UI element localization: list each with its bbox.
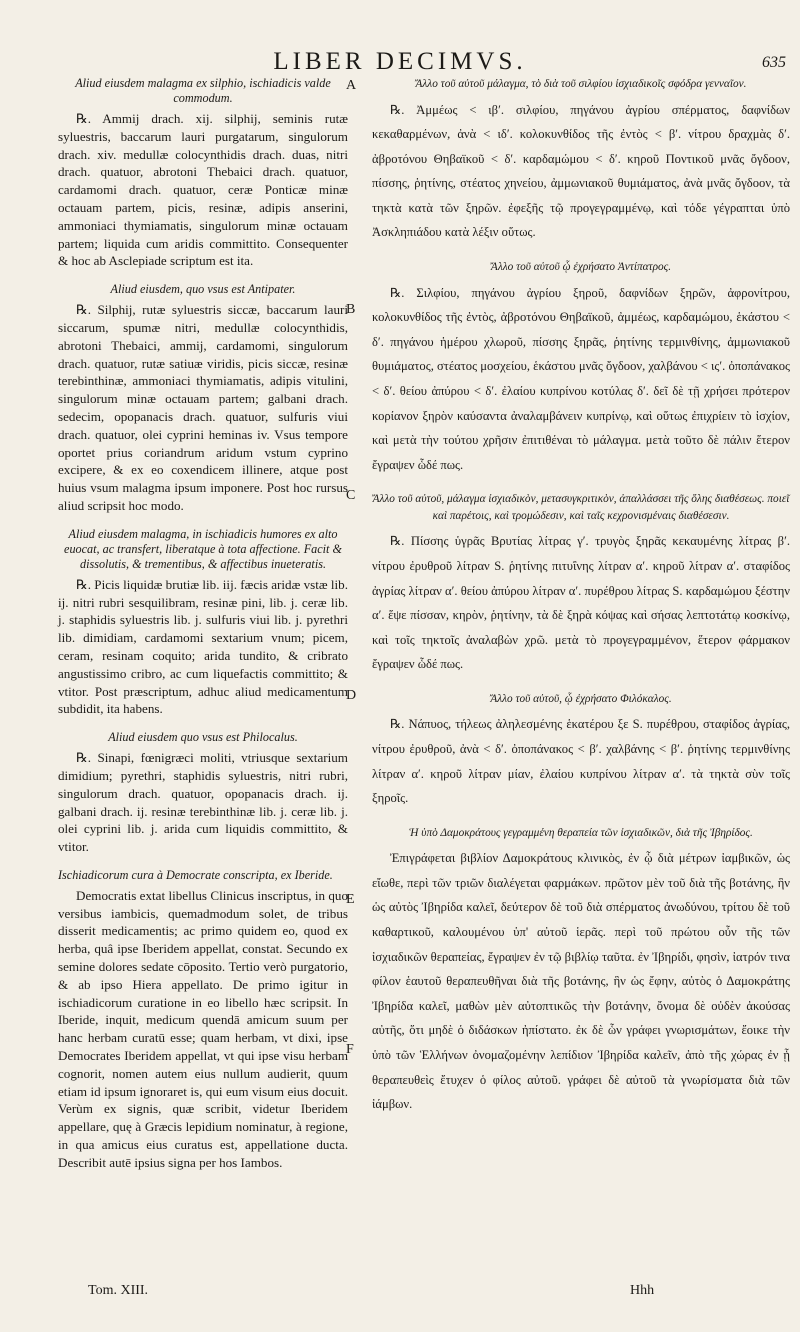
greek-heading-3: Ἄλλο τοῦ αὐτοῦ, μάλαγμα ἰσχιαδικὸν, μετασυγκριτικὸν, ἀπαλλάσσει τῆς ὅλης διαθέσεως. ποιεῖ καὶ παρέτοις, καὶ τρομώδεσιν, καὶ ταῖς κεχρονισμέναις διαθέσεσιν. [372, 493, 790, 522]
margin-letter-d: D [346, 688, 357, 703]
gathering-signature: Hhh [630, 1283, 655, 1298]
page-header [0, 44, 800, 78]
greek-heading-1: Ἄλλο τοῦ αὐτοῦ μάλαγμα, τὸ διὰ τοῦ σιλφίου ἰσχιαδικοῖς σφόδρα γενναῖον. [415, 78, 747, 90]
greek-paragraph-3: ℞. Πίσσης ὑγρᾶς Βρυτίας λίτρας γʹ. τρυγὸς ξηρᾶς κεκαυμένης λίτρας βʹ. νίτρου ἐρυθροῦ λίτραν S. ῥητίνης πιτυΐνης λίτραν αʹ. κηροῦ λίτραν αʹ. σταφίδος ἀγρίας λίτραν αʹ. θείου ἀπύρου λίτραν αʹ. πυρέθρου λίτρας S. καρδαμώμου ξέστην αʹ. ἕψε πίσσαν, κηρὸν, ῥητίνην, τὰ δὲ ξηρὰ κόψας καὶ σήσας λεπτοτάτῳ κοσκίνῳ, καὶ τοῖς τηκτοῖς ἀναλαβὼν χρῶ. μετὰ τὸ προγεγραμμένον, ἕτερον φάρμακον ἔγραψεν ὧδέ πως. [372, 534, 790, 672]
latin-heading-2: Aliud eiusdem, quo vsus est Antipater. [110, 282, 296, 297]
volume-signature: Tom. XIII. [88, 1283, 149, 1298]
latin-heading-4: Aliud eiusdem quo vsus est Philocalus. [108, 730, 298, 745]
latin-paragraph-5: Democratis extat libellus Clinicus inscriptus, in quo versibus iambicis, quemadmodum solet, de tribus disserit medicamentis; ac primo quidem eo, quod ex herba, quâ ipse Iberidem appellat, constat. Secundo ex semine dolores sedate cōposito. Tertio verò purgatorio, & ab ipso Hiera appellato. De primo igitur in ischiadicorum curatione in eo libello hæc scripsit. In Iberide, inquit, medicum quendā amicum suum per hanc herbam curatū esse; quam herbam, vt dixi, ipse Democrates Iberidem appellat, vt qui ipse visu herbam cognorit, nomen autem eius nullum audierit, quum etiam id ipsum ignoraret is, qui eum visum eius docuit. Verùm ex signis, quæ scribit, videtur Iberidem appellare, quę à Græcis lepidium nominatur, à regione, in qua amicus eius curatus est, appellatione ducta. Describit autē ipsius signa per hos Iambos. [58, 887, 348, 1170]
latin-paragraph-1: ℞. Ammij drach. xij. silphij, seminis rutæ syluestris, baccarum lauri purgatarum, singulorum drach. xiv. medullæ colocynthidis drach. duas, nitri drach. quatuor, abrotoni Thebaici drach. quatuor, cardamomi drach. quatuor, ceræ Ponticæ minæ octauam partem, picis, resinæ, adipis anserini, ammoniaci thymiamatis, singulorum minæ octauam partem; liquida cum aridis committito. Consequenter & hoc ab Asclepiade scriptum est ita. [58, 111, 348, 269]
greek-paragraph-2: ℞. Σιλφίου, πηγάνου ἀγρίου ξηροῦ, δαφνίδων ξηρῶν, ἀφρονίτρου, κολοκυνθίδος τῆς ἐντὸς, ἀβροτόνου Θηβαϊκοῦ, ἀμμέως, καρδαμώμου, ἑκάστου < δʹ. πηγάνου ἡμέρου χλωροῦ, πίσσης ξηρᾶς, ῥητίνης τερμινθίνης, ἀμμωνιακοῦ θυμιάματος, στέατος μοσχείου, ἑκάστου μνᾶς ὄγδοον, χαλβάνου < ιςʹ. ὀποπάνακος < δʹ. θείου ἀπύρου < δʹ. ἐλαίου κυπρίνου κοτύλας δʹ. δεῖ δὲ τῇ χρήσει πρότερον κορίανον ξηρὸν καύσαντα ἀναλαμβάνειν κυπρίνῳ, καὶ οὕτως ἐπιχρίειν τὸ ἰσχίον, καὶ μετὰ τὴν τούτου χρῆσιν ἐπιτιθέναι τὸ μάλαγμα. μετὰ τοῦτο δὲ πάλιν ἕτερον ἔγραψεν ὧδέ πως. [372, 285, 791, 472]
greek-paragraph-5: Ἐπιγράφεται βιβλίον Δαμοκράτους κλινικὸς, ἐν ᾧ διὰ μέτρων ἰαμβικῶν, ὡς εἴωθε, περὶ τῶν τριῶν διαλέγεται φαρμάκων. πρῶτον μὲν τοῦ διὰ τῆς βοτάνης, ἣν ὡς αὐτὸς Ἰβηρίδα καλεῖ, δεύτερον δὲ τοῦ διὰ σπέρματος ἀνωδύνου, τρίτου δὲ τοῦ καθαρτικοῦ, καλουμένου ὑπ' αὐτοῦ ἱερᾶς. περὶ τοῦ πρώτου οὖν τῆς τῶν ἰσχιαδικῶν θεραπείας, ἔγραψεν ἐν τῷ βιβλίῳ ταῦτα. ἐν Ἰβηρίδι, φησὶν, ἰατρόν τινα φίλον ἑαυτοῦ θεραπευθῆναι διὰ τῆς βοτάνης, ἣν ὡς ἔφην, αὐτὸς ὁ Δαμοκράτης Ἰβηρίδα καλεῖ, μαθὼν μὲν αὐτοπτικῶς τὴν βοτάνην, ὄνομα δὲ οὐδὲν ἀκούσας αὐτῆς, ὅτι μηδὲ ὁ διδάσκων ἠπίστατο. ἐκ δὲ ὧν γράφει γνωρισμάτων, ἔοικε τὴν ὑπὸ τῶν Ἑλλήνων ὀνομαζομένην λεπίδιον Ἰβηρίδα καλεῖν, ἀπὸ τῆς χώρας ἐν ᾗ θεραπευθεὶς ἔτυχεν ὁ φίλος αὐτοῦ. γράφει δὲ αὐτοῦ τὰ γνωρίσματα διὰ τῶν ἰάμβων. [372, 851, 790, 1112]
latin-paragraph-3: ℞. Picis liquidæ brutiæ lib. iij. fæcis aridæ vstæ lib. ij. nitri rubri sesquilibram, resinæ pini, lib. j. ceræ lib. j. staphidis syluestris lib. j. sulfuris viui lib. j. pyrethri lib. dimidiam, cardamomi sextarium vnum; picem, ceram, resinam coquito; arida tundito, & cribrato angustissimo cribro, ac cum liquefactis committito; & vtitor. Post præscriptum, adhuc aliud medicamentum subdidit, ita habens. [58, 576, 348, 717]
margin-letter-f: F [346, 1042, 354, 1057]
margin-letter-b: B [346, 302, 356, 317]
greek-column [372, 76, 790, 1117]
greek-heading-5: Ἡ ὑπὸ Δαμοκράτους γεγραμμένη θεραπεία τῶν ἰσχιαδικῶν, διὰ τῆς Ἰβηρίδος. [409, 826, 753, 839]
greek-heading-4: Ἄλλο τοῦ αὐτοῦ, ᾧ ἐχρήσατο Φιλόκαλος. [490, 692, 672, 705]
latin-paragraph-2: ℞. Silphij, rutæ syluestris siccæ, baccarum lauri siccarum, spumæ nitri, medullæ colocynthidis, abrotoni Thebaici, ammij, cardamomi, singulorum drach. quatuor, rutæ satiuæ viridis, picis siccæ, resinæ terebinthinæ, ammoniaci thymiamatis, adipis vitulini, singulorum minæ octauam partem; galbani drach. sedecim, opopanacis drach. quatuor, sulfuris viui drach. quatuor, olei cyprini heminas iv. Vsus tempore oportet prius coriandrum aridum vstum cyprino excipere, & ex eo coxendicem illinere, atque post huius vsum malagma ipsum imponere. Post hoc rursus aliud scripsit hoc modo. [58, 302, 348, 513]
margin-letter-a: A [346, 78, 357, 93]
greek-heading-2: Ἄλλο τοῦ αὐτοῦ ᾧ ἐχρήσατο Ἀντίπατρος. [490, 261, 672, 274]
page-number: 635 [762, 54, 786, 71]
latin-heading-3: Aliud eiusdem malagma, in ischiadicis humores ex alto euocat, ac transfert, liberatque à tota affectione. Facit & dissolutis, & trementibus, & affectibus inueteratis. [64, 526, 342, 571]
greek-paragraph-1: ℞. Ἀμμέως < ιβʹ. σιλφίου, πηγάνου ἀγρίου σπέρματος, δαφνίδων κεκαθαρμένων, ἀνὰ < ιδʹ. κολοκυνθίδος τῆς ἐντὸς < βʹ. νίτρου δραχμὰς δʹ. ἀβροτόνου Θηβαϊκοῦ < δʹ. καρδαμώμου < δʹ. κηροῦ Ποντικοῦ μνᾶς ὄγδοον, πίσσης, ῥητίνης, στέατος χηνείου, ἀμμωνιακοῦ θυμιάματος, ἀνὰ μνᾶς ὄγδοον, τὰ τηκτὰ κατὰ τῶν ξηρῶν. ἐφεξῆς τῷ προγεγραμμένῳ, καὶ τόδε γέγραπται ὑπὸ Ἀσκληπιάδου κατὰ λέξιν οὕτως. [372, 102, 790, 240]
margin-letter-e: E [346, 892, 355, 907]
greek-paragraph-4: ℞. Νάπυος, τήλεως ἀληλεσμένης ἑκατέρου ξε S. πυρέθρου, σταφίδος ἀγρίας, νίτρου ἐρυθροῦ, ἀνὰ < δʹ. ὀποπάνακος < βʹ. χαλβάνης < βʹ. ῥητίνης τερμινθίνης λίτραν αʹ. κηροῦ λίτραν μίαν, ἐλαίου κυπρίνου λίτραν αʹ. τὰ τηκτὰ σὺν τοῖς ξηροῖς. [372, 717, 790, 806]
latin-column [58, 76, 348, 1172]
latin-heading-5: Ischiadicorum cura à Democrate conscripta, ex Iberide. [58, 867, 333, 882]
running-title: LIBER DECIMVS. [273, 48, 527, 75]
latin-paragraph-4: ℞. Sinapi, fœnigræci moliti, vtriusque sextarium dimidium; pyrethri, staphidis syluestris, nitri rubri, singulorum drach. quatuor, opopanacis drach. ij. galbani drach. ij. resinæ terebinthinæ lib. j. ceræ lib. j. olei cyprini lib. j. arida cum liquidis committito, & vtitor. [58, 750, 348, 855]
margin-letter-c: C [346, 488, 356, 503]
latin-heading-1: Aliud eiusdem malagma ex silphio, ischiadicis valde commodum. [75, 76, 331, 105]
